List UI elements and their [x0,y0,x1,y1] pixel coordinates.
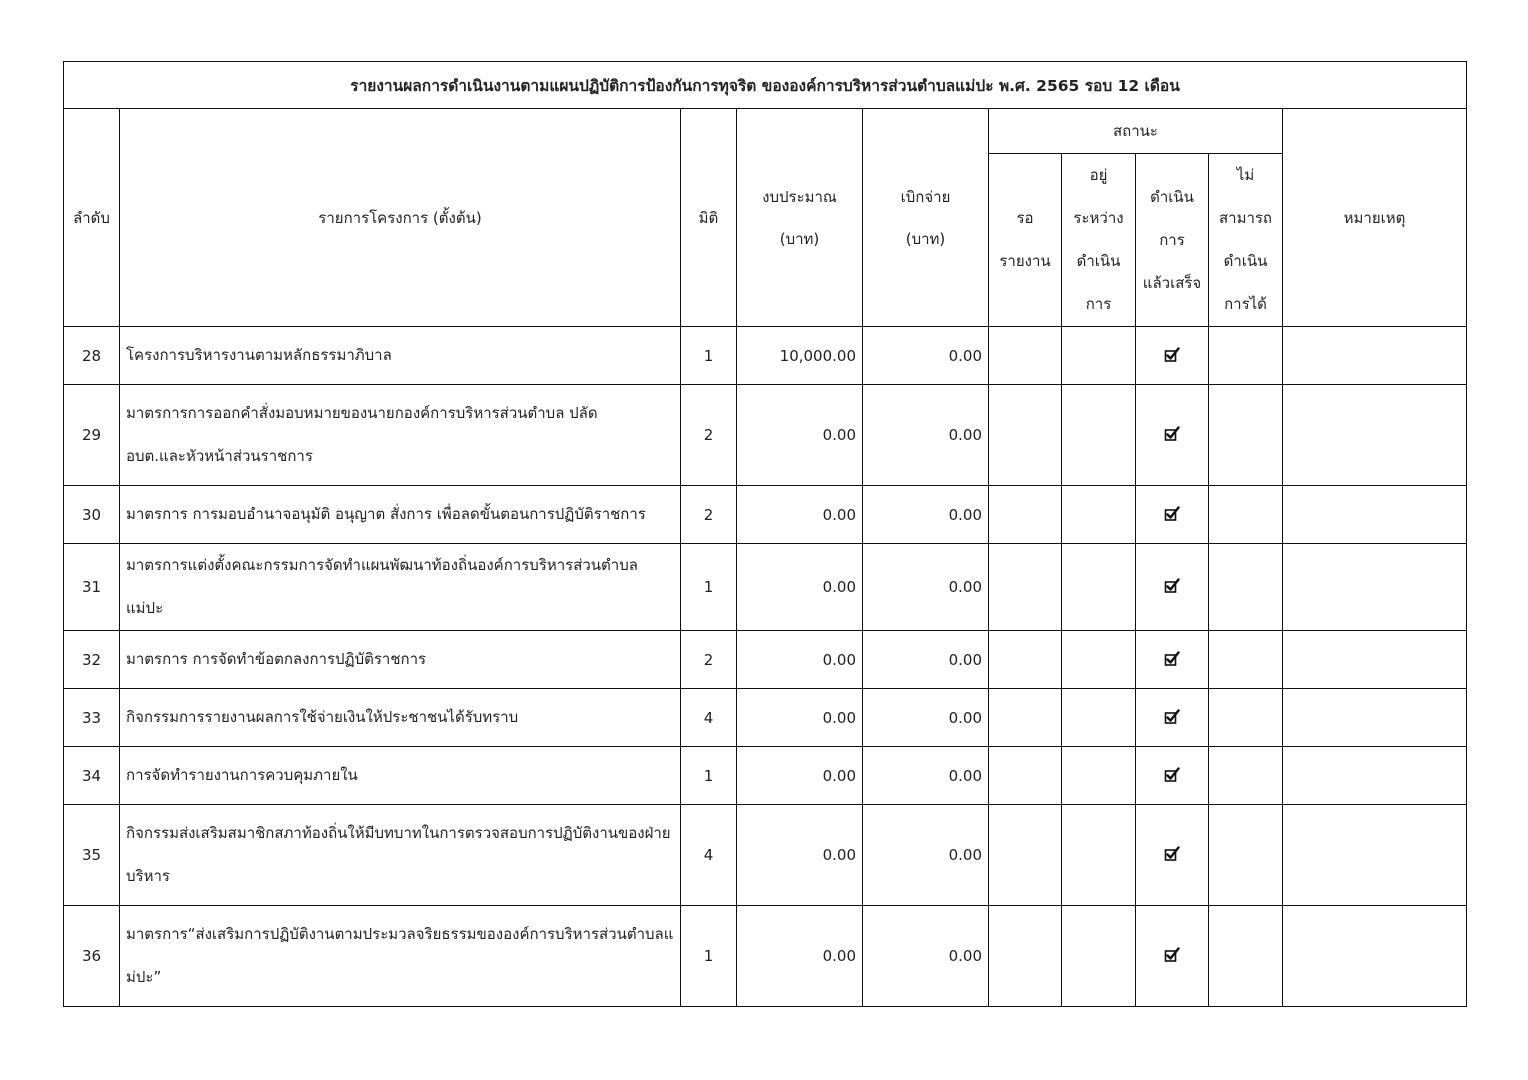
header-status-pending-1: รอ [1016,209,1034,227]
status-in-progress-cell [1062,385,1136,486]
status-pending-cell [989,327,1062,385]
dimension-value: 4 [681,689,737,747]
budget-value: 0.00 [737,747,863,805]
budget-value: 0.00 [737,544,863,631]
status-done-cell [1136,327,1209,385]
project-name-line: โครงการบริหารงานตามหลักธรรมาภิบาล [126,346,392,364]
remark-cell [1283,805,1467,906]
table-row [64,689,1467,747]
project-name-line: มาตรการ การมอบอำนาจอนุมัติ อนุญาต สั่งการ เพื่อลดขั้นตอนการปฏิบัติราชการ [126,505,646,523]
checked-box-icon [1164,767,1180,783]
status-pending-cell [989,747,1062,805]
project-name [120,486,681,544]
header-status-done-3: แล้วเสร็จ [1142,273,1202,292]
project-name-line: มาตรการ“ส่งเสริมการปฏิบัติงานตามประมวลจริยธรรมขององค์การบริหารส่วนตำบลแ [126,925,674,943]
status-pending-cell [989,486,1062,544]
header-status: สถานะ [989,109,1283,154]
header-status-in-progress-3: ดำเนิน [1076,252,1121,270]
row-number: 31 [64,544,120,631]
status-unable-cell [1209,689,1283,747]
header-row [64,109,1467,154]
project-name-line: กิจกรรมส่งเสริมสมาชิกสภาท้องถิ่นให้มีบทบาทในการตรวจสอบการปฏิบัติงานของฝ่าย [126,824,671,842]
disbursed-value: 0.00 [863,747,989,805]
dimension-value: 2 [681,631,737,689]
project-name-line: อบต.และหัวหน้าส่วนราชการ [126,447,313,465]
report-table [63,61,1467,1007]
status-in-progress-cell [1062,544,1136,631]
header-budget-line: งบประมาณ [762,187,837,206]
status-done-cell [1136,486,1209,544]
budget-value: 10,000.00 [737,327,863,385]
header-status-in-progress-1: อยู่ [1089,166,1108,184]
project-name [120,747,681,805]
status-unable-cell [1209,327,1283,385]
status-unable-cell [1209,385,1283,486]
dimension-value: 2 [681,486,737,544]
header-disbursed [863,109,989,327]
dimension-value: 1 [681,327,737,385]
project-name-line: มาตรการการออกคำสั่งมอบหมายของนายกองค์การบริหารส่วนตำบล ปลัด [126,404,598,422]
checked-box-icon [1164,578,1180,594]
remark-cell [1283,747,1467,805]
disbursed-value: 0.00 [863,906,989,1007]
disbursed-value: 0.00 [863,689,989,747]
table-row [64,747,1467,805]
table-row [64,906,1467,1007]
row-number: 34 [64,747,120,805]
header-disbursed-unit: (บาท) [905,229,946,248]
checked-box-icon [1164,347,1180,363]
table-row [64,544,1467,631]
table-row [64,631,1467,689]
header-disbursed-line: เบิกจ่าย [900,187,951,206]
header-status-in-progress-4: การ [1085,295,1112,313]
dimension-value: 2 [681,385,737,486]
dimension-value: 4 [681,805,737,906]
header-status-unable [1209,154,1283,327]
header-project: รายการโครงการ (ตั้งต้น) [120,109,681,327]
budget-value: 0.00 [737,385,863,486]
table-row [64,486,1467,544]
status-in-progress-cell [1062,906,1136,1007]
project-name-line: กิจกรรมการรายงานผลการใช้จ่ายเงินให้ประชาชนได้รับทราบ [126,708,519,726]
dimension-value: 1 [681,544,737,631]
project-name-line: บริหาร [126,867,170,885]
remark-cell [1283,631,1467,689]
status-in-progress-cell [1062,631,1136,689]
status-unable-cell [1209,805,1283,906]
budget-value: 0.00 [737,631,863,689]
remark-cell [1283,385,1467,486]
status-done-cell [1136,805,1209,906]
disbursed-value: 0.00 [863,486,989,544]
project-name-line: มาตรการ การจัดทำข้อตกลงการปฏิบัติราชการ [126,650,427,668]
dimension-value: 1 [681,747,737,805]
status-done-cell [1136,906,1209,1007]
row-number: 33 [64,689,120,747]
row-number: 32 [64,631,120,689]
project-name [120,544,681,631]
disbursed-value: 0.00 [863,385,989,486]
checked-box-icon [1164,709,1180,725]
remark-cell [1283,486,1467,544]
budget-value: 0.00 [737,486,863,544]
status-pending-cell [989,906,1062,1007]
row-number: 28 [64,327,120,385]
header-status-done-1: ดำเนิน [1150,187,1194,206]
status-in-progress-cell [1062,747,1136,805]
status-done-cell [1136,747,1209,805]
project-name [120,327,681,385]
header-budget-unit: (บาท) [779,229,820,248]
header-status-pending-2: รายงาน [999,252,1051,270]
status-unable-cell [1209,906,1283,1007]
project-name [120,906,681,1007]
row-number: 35 [64,805,120,906]
status-in-progress-cell [1062,689,1136,747]
header-status-in-progress [1062,154,1136,327]
budget-value: 0.00 [737,906,863,1007]
status-in-progress-cell [1062,805,1136,906]
title-row [64,62,1467,109]
table-row [64,385,1467,486]
status-done-cell [1136,631,1209,689]
status-pending-cell [989,631,1062,689]
checked-box-icon [1164,947,1180,963]
header-status-unable-2: สามารถ [1218,209,1273,227]
header-status-done-2: การ [1159,230,1185,249]
disbursed-value: 0.00 [863,327,989,385]
checked-box-icon [1164,426,1180,442]
project-name [120,631,681,689]
page-title: รายงานผลการดำเนินงานตามแผนปฏิบัติการป้องกันการทุจริต ขององค์การบริหารส่วนตำบลแม่ปะ พ.ศ. 2565 รอบ 12 เดือน [64,62,1467,109]
header-status-done [1136,154,1209,327]
status-done-cell [1136,385,1209,486]
dimension-value: 1 [681,906,737,1007]
header-budget [737,109,863,327]
status-done-cell [1136,689,1209,747]
status-pending-cell [989,689,1062,747]
status-unable-cell [1209,544,1283,631]
header-dimension: มิติ [681,109,737,327]
project-name [120,689,681,747]
status-in-progress-cell [1062,486,1136,544]
header-status-pending [989,154,1062,327]
project-name-line: มาตรการแต่งตั้งคณะกรรมการจัดทำแผนพัฒนาท้องถิ่นองค์การบริหารส่วนตำบลแม่ปะ [126,556,638,617]
header-status-unable-4: การได้ [1224,295,1267,313]
remark-cell [1283,327,1467,385]
row-number: 29 [64,385,120,486]
status-pending-cell [989,385,1062,486]
budget-value: 0.00 [737,689,863,747]
status-done-cell [1136,544,1209,631]
status-unable-cell [1209,631,1283,689]
status-unable-cell [1209,747,1283,805]
header-status-unable-3: ดำเนิน [1223,252,1268,270]
header-no: ลำดับ [64,109,120,327]
header-status-unable-1: ไม่ [1236,166,1255,184]
disbursed-value: 0.00 [863,544,989,631]
row-number: 36 [64,906,120,1007]
header-status-in-progress-2: ระหว่าง [1073,209,1124,227]
project-name-line: การจัดทำรายงานการควบคุมภายใน [126,766,358,784]
table-row [64,805,1467,906]
status-pending-cell [989,805,1062,906]
checked-box-icon [1164,506,1180,522]
checked-box-icon [1164,846,1180,862]
remark-cell [1283,906,1467,1007]
project-name [120,385,681,486]
disbursed-value: 0.00 [863,631,989,689]
project-name [120,805,681,906]
remark-cell [1283,544,1467,631]
disbursed-value: 0.00 [863,805,989,906]
status-unable-cell [1209,486,1283,544]
header-remark: หมายเหตุ [1283,109,1467,327]
status-in-progress-cell [1062,327,1136,385]
checked-box-icon [1164,651,1180,667]
table-row [64,327,1467,385]
project-name-line: ม่ปะ” [126,968,162,986]
status-pending-cell [989,544,1062,631]
budget-value: 0.00 [737,805,863,906]
remark-cell [1283,689,1467,747]
row-number: 30 [64,486,120,544]
